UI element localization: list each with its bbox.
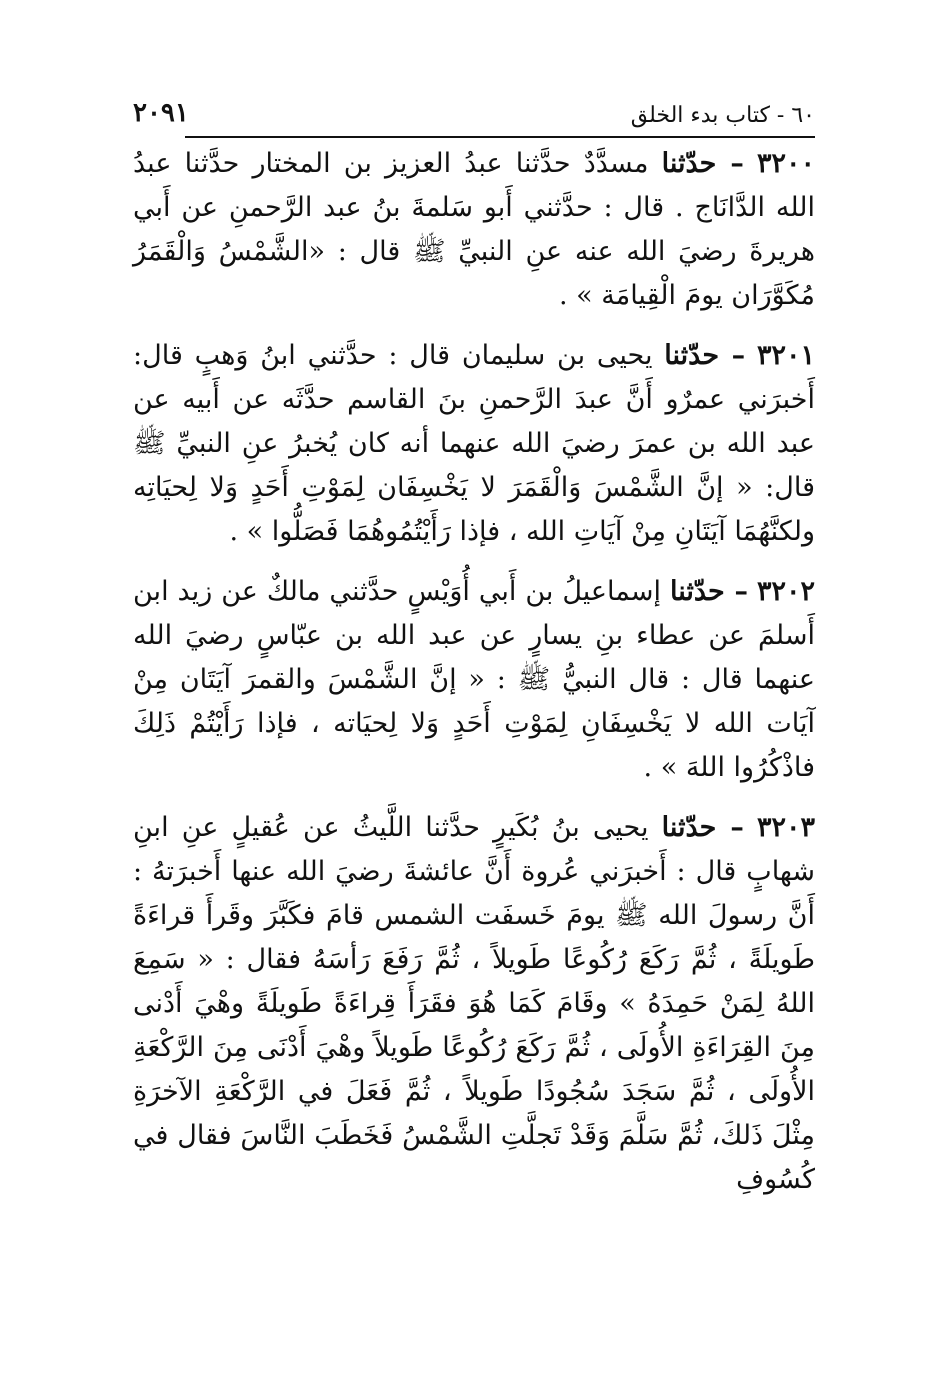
hadith-text: مسدَّدٌ حدَّثنا عبدُ العزيز بن المختار حدَّثنا عبدُ الله الدَّانَاج . قال : حدَّثني أَبو سَلمةَ بنُ عبد الرَّحمنِ عن أَبي هريرةَ رضيَ الله عنه عنِ النبيِّ ﷺ قال : «الشَّمْسُ وَالْقَمَرُ مُكَوَّرَان يومَ الْقِيامَة » . [133,148,815,311]
page-header [133,84,815,128]
hadith-number: ٣٢٠٢ [756,576,815,607]
hadith-intro: حدّثنا [661,812,717,843]
page-body [133,142,815,1218]
hadith-text: يحيى بنُ بُكَيرٍ حدَّثنا اللَّيثُ عن عُقيلٍ عنِ ابنِ شهابٍ قال : أَخبرَني عُروة أَنَّ عائشةَ رضيَ الله عنها أَخبرَتهُ : أَنَّ رسولَ الله ﷺ يومَ خَسفَت الشمس قامَ فكَبَّرَ وقَرأَ قراءَةً طَويلَةً ، ثُمَّ رَكَعَ رُكُوعًا طَويلاً ، ثُمَّ رَفَعَ رَأسَهُ فقال : « سَمِعَ اللهُ لِمَنْ حَمِدَهُ » وقَامَ كَمَا هُوَ فقَرَأَ قِراءَةً طَويلَةً وهْيَ أَدْنى مِنَ القِرَاءَةِ الأُولَى ، ثُمَّ رَكَعَ رُكُوعًا طَويلاً وهْيَ أَدْنَى مِنَ الرَّكْعَةِ الأُولَى ، ثُمَّ سَجَدَ سُجُودًا طَويلاً ، ثُمَّ فَعَلَ في الرَّكْعَةِ الآخرَةِ مِثْلَ ذَلكَ، ثُمَّ سَلَّمَ وَقَدْ تَجلَّتِ الشَّمْسُ فَخَطَبَ النَّاسَ فقال في كُسُوفِ [133,812,815,1195]
hadith-number: ٣٢٠٣ [756,812,815,843]
hadith-text: يحيى بن سليمان قال : حدَّثني ابنُ وَهبٍ قال: أَخبرَني عمرٌو أَنَّ عبدَ الرَّحمنِ بنَ القاسم حدَّثَه عن أَبيه عن عبد الله بن عمرَ رضيَ الله عنهما أنه كان يُخبرُ عنِ النبيِّ ﷺ قال: « إنَّ الشَّمْسَ وَالْقَمَرَ لا يَخْسِفَان لِمَوْتِ أَحَدٍ وَلا لِحيَاتِه ولكنَّهُمَا آيَتَانِ مِنْ آيَاتِ الله ، فإذا رَأَيْتُمُوهُمَا فَصَلُّوا » . [133,340,815,547]
hadith-entry: ٣٢٠٢ – حدّثنا إسماعيلُ بن أَبي أُوَيْسٍ حدَّثني مالكٌ عن زيد ابن أَسلمَ عن عطاء بنِ يسارٍ عن عبد الله بن عبّاسٍ رضيَ الله عنهما قال : قال النبيُّ ﷺ : « إنَّ الشَّمْسَ والقمرَ آيَتَان مِنْ آيَات الله لا يَخْسِفَانِ لِمَوْتِ أَحَدٍ وَلا لِحيَاته ، فإذا رَأَيْتُمْ ذَلِكَ فاذْكُرُوا اللهَ » . [133,576,815,783]
hadith-number: ٣٢٠٠ [756,148,815,179]
hadith-entry: ٣٢٠١ – حدّثنا يحيى بن سليمان قال : حدَّثني ابنُ وَهبٍ قال: أَخبرَني عمرٌو أَنَّ عبدَ الرَّحمنِ بنَ القاسم حدَّثَه عن أَبيه عن عبد الله بن عمرَ رضيَ الله عنهما أنه كان يُخبرُ عنِ النبيِّ ﷺ قال: « إنَّ الشَّمْسَ وَالْقَمَرَ لا يَخْسِفَان لِمَوْتِ أَحَدٍ وَلا لِحيَاتِه ولكنَّهُمَا آيَتَانِ مِنْ آيَاتِ الله ، فإذا رَأَيْتُمُوهُمَا فَصَلُّوا » . [133,340,815,547]
hadith-text: إسماعيلُ بن أَبي أُوَيْسٍ حدَّثني مالكٌ عن زيد ابن أَسلمَ عن عطاء بنِ يسارٍ عن عبد الله بن عبّاسٍ رضيَ الله عنهما قال : قال النبيُّ ﷺ : « إنَّ الشَّمْسَ والقمرَ آيَتَان مِنْ آيَات الله لا يَخْسِفَانِ لِمَوْتِ أَحَدٍ وَلا لِحيَاته ، فإذا رَأَيْتُمْ ذَلِكَ فاذْكُرُوا اللهَ » . [133,576,815,783]
hadith-intro: حدّثنا [661,148,717,179]
hadith-intro: حدّثنا [669,576,725,607]
header-rule [185,136,815,138]
hadith-intro: حدّثنا [664,340,720,371]
hadith-number: ٣٢٠١ [756,340,815,371]
page-number: ٢٠٩١ [133,98,189,128]
running-title: ٦٠ - كتاب بدء الخلق [630,103,815,128]
hadith-entry: ٣٢٠٠ – حدّثنا مسدَّدٌ حدَّثنا عبدُ العزيز بن المختار حدَّثنا عبدُ الله الدَّانَاج . قال : حدَّثني أَبو سَلمةَ بنُ عبد الرَّحمنِ عن أَبي هريرةَ رضيَ الله عنه عنِ النبيِّ ﷺ قال : «الشَّمْسُ وَالْقَمَرُ مُكَوَّرَان يومَ الْقِيامَة » . [133,148,815,311]
hadith-entry: ٣٢٠٣ – حدّثنا يحيى بنُ بُكَيرٍ حدَّثنا اللَّيثُ عن عُقيلٍ عنِ ابنِ شهابٍ قال : أَخبرَني عُروة أَنَّ عائشةَ رضيَ الله عنها أَخبرَتهُ : أَنَّ رسولَ الله ﷺ يومَ خَسفَت الشمس قامَ فكَبَّرَ وقَرأَ قراءَةً طَويلَةً ، ثُمَّ رَكَعَ رُكُوعًا طَويلاً ، ثُمَّ رَفَعَ رَأسَهُ فقال : « سَمِعَ اللهُ لِمَنْ حَمِدَهُ » وقَامَ كَمَا هُوَ فقَرَأَ قِراءَةً طَويلَةً وهْيَ أَدْنى مِنَ القِرَاءَةِ الأُولَى ، ثُمَّ رَكَعَ رُكُوعًا طَويلاً وهْيَ أَدْنَى مِنَ الرَّكْعَةِ الأُولَى ، ثُمَّ سَجَدَ سُجُودًا طَويلاً ، ثُمَّ فَعَلَ في الرَّكْعَةِ الآخرَةِ مِثْلَ ذَلكَ، ثُمَّ سَلَّمَ وَقَدْ تَجلَّتِ الشَّمْسُ فَخَطَبَ النَّاسَ فقال في كُسُوفِ [133,812,815,1195]
